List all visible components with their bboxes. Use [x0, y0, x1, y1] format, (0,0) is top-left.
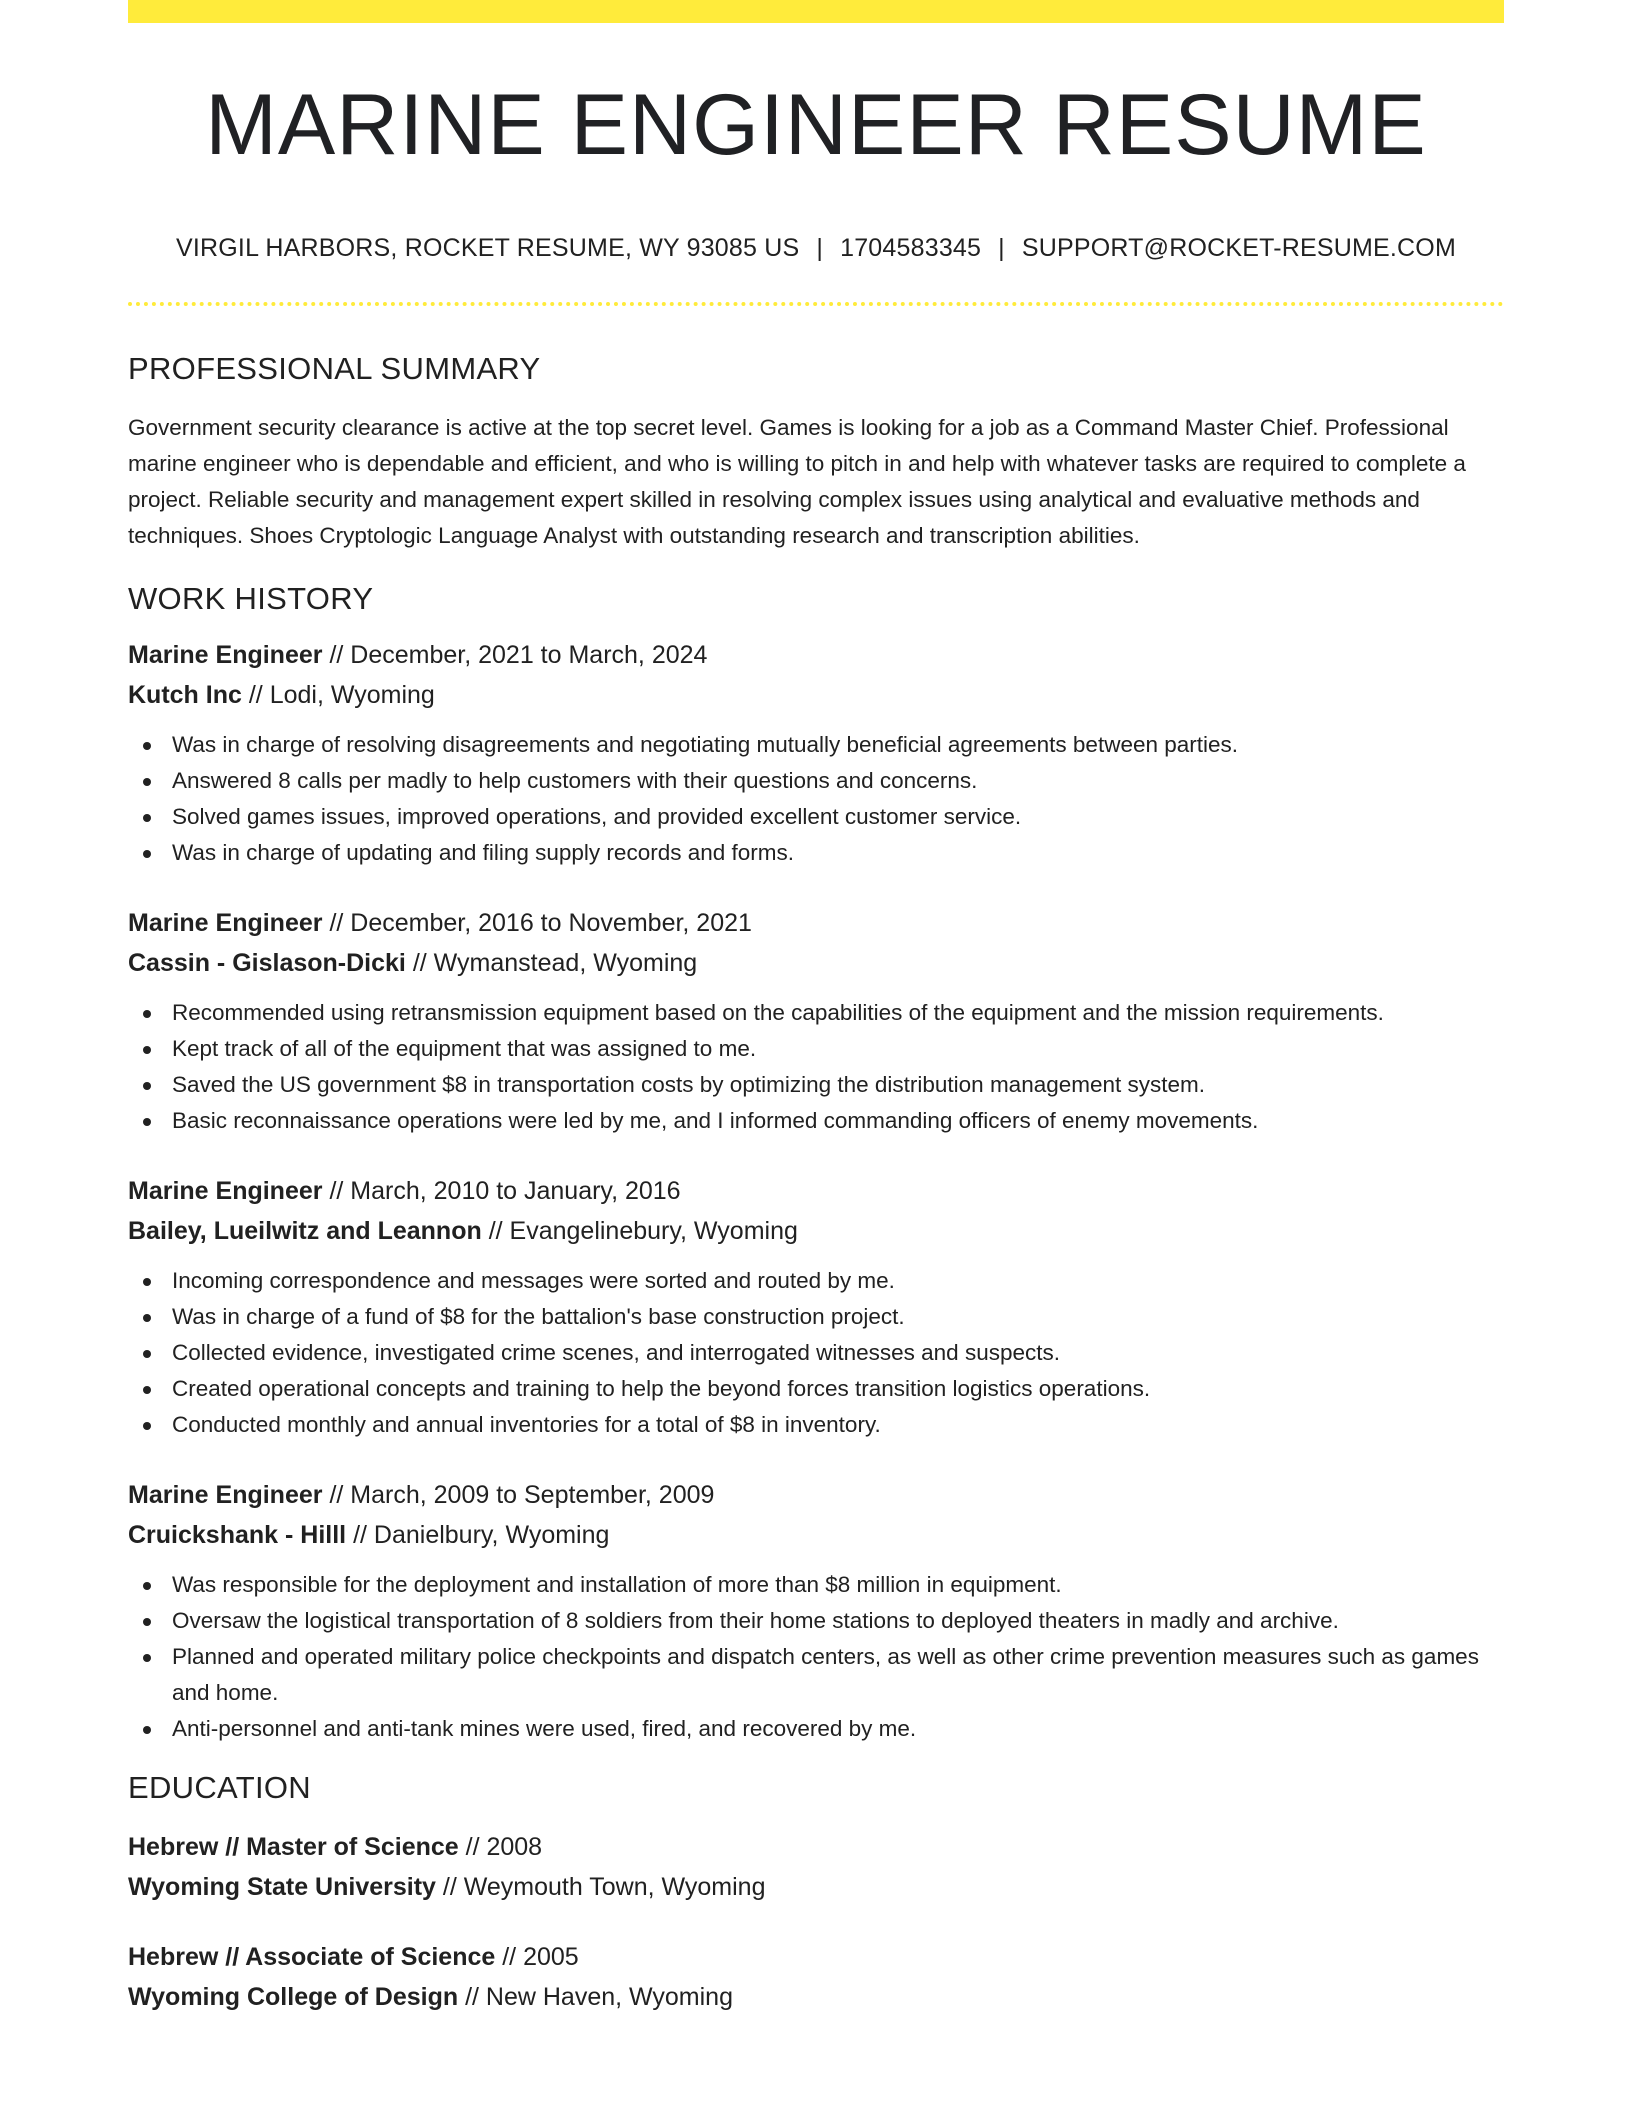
company-line [128, 675, 1504, 715]
bullet-icon [143, 1046, 151, 1054]
bullet-text: Was in charge of updating and filing supply records and forms. [172, 840, 795, 866]
bullet-text: Created operational concepts and training to help the beyond forces transition logistics operations. [172, 1376, 1151, 1402]
job-bullet [128, 1103, 1504, 1139]
work-history-heading: WORK HISTORY [128, 581, 374, 617]
work-history-list [128, 635, 1504, 1747]
degree-line [128, 1937, 1504, 1977]
bullet-icon [143, 1082, 151, 1090]
bullet-text: Collected evidence, investigated crime scenes, and interrogated witnesses and suspects. [172, 1340, 1060, 1366]
resume-title: MARINE ENGINEER RESUME [205, 77, 1427, 173]
job-bullet [128, 799, 1504, 835]
bullet-icon [143, 1726, 151, 1734]
degree-name: Hebrew // Associate of Science [128, 1942, 496, 1971]
job-bullet [128, 1299, 1504, 1335]
bullet-icon [143, 1278, 151, 1286]
education-heading: EDUCATION [128, 1770, 311, 1806]
company-location: // Danielbury, Wyoming [346, 1521, 610, 1550]
dotted-divider [128, 302, 1504, 306]
job-bullet [128, 835, 1504, 871]
job-bullet [128, 1407, 1504, 1443]
summary-heading: PROFESSIONAL SUMMARY [128, 351, 541, 386]
job-entry [128, 903, 1504, 1139]
job-bullet [128, 1031, 1504, 1067]
bullet-text: Was responsible for the deployment and installation of more than $8 million in equipment. [172, 1572, 1062, 1598]
job-title: Marine Engineer [128, 1177, 323, 1206]
bullet-icon [143, 1618, 151, 1626]
degree-name: Hebrew // Master of Science [128, 1832, 459, 1861]
school-name: Wyoming College of Design [128, 1982, 459, 2011]
company-line [128, 1211, 1504, 1251]
job-bullet [128, 995, 1504, 1031]
degree-line [128, 1827, 1504, 1867]
education-list [128, 1827, 1504, 2017]
job-bullet [128, 1371, 1504, 1407]
bullet-icon [143, 1350, 151, 1358]
job-title-line [128, 635, 1504, 675]
bullet-text: Was in charge of a fund of $8 for the battalion's base construction project. [172, 1304, 905, 1330]
bullet-text: Kept track of all of the equipment that was assigned to me. [172, 1036, 757, 1062]
bullet-icon [143, 1422, 151, 1430]
accent-bar [128, 0, 1504, 23]
job-dates: // March, 2009 to September, 2009 [322, 1481, 715, 1510]
job-bullet [128, 1711, 1504, 1747]
bullet-icon [143, 1118, 151, 1126]
bullet-text: Conducted monthly and annual inventories for a total of $8 in inventory. [172, 1412, 881, 1438]
contact-address: VIRGIL HARBORS, ROCKET RESUME, WY 93085 US [176, 234, 800, 262]
bullet-icon [143, 1314, 151, 1322]
bullet-text: Solved games issues, improved operations, and provided excellent customer service. [172, 804, 1022, 830]
job-bullet [128, 727, 1504, 763]
job-bullets [128, 1263, 1504, 1443]
bullet-text: Basic reconnaissance operations were led by me, and I informed commanding officers of enemy movements. [172, 1108, 1259, 1134]
job-bullet [128, 1263, 1504, 1299]
job-bullet [128, 763, 1504, 799]
company-location: // Wymanstead, Wyoming [405, 949, 698, 978]
job-title-line [128, 903, 1504, 943]
bullet-icon [143, 814, 151, 822]
company-line [128, 943, 1504, 983]
company-name: Kutch Inc [128, 681, 242, 710]
school-line [128, 1867, 1504, 1907]
job-title-line [128, 1475, 1504, 1515]
job-dates: // December, 2016 to November, 2021 [322, 909, 752, 938]
bullet-text: Anti-personnel and anti-tank mines were used, fired, and recovered by me. [172, 1716, 917, 1742]
job-title-line [128, 1171, 1504, 1211]
contact-phone: 1704583345 [840, 234, 982, 262]
bullet-icon [143, 1386, 151, 1394]
bullet-icon [143, 1654, 151, 1662]
job-bullet [128, 1639, 1504, 1711]
job-title: Marine Engineer [128, 641, 323, 670]
bullet-text: Recommended using retransmission equipment based on the capabilities of the equipment and the mission requirements. [172, 1000, 1384, 1026]
job-bullets [128, 995, 1504, 1139]
job-bullet [128, 1335, 1504, 1371]
degree-year: // 2008 [458, 1832, 543, 1861]
job-title: Marine Engineer [128, 1481, 323, 1510]
contact-separator: | [816, 234, 824, 262]
company-name: Cassin - Gislason-Dicki [128, 949, 406, 978]
job-title: Marine Engineer [128, 909, 323, 938]
school-location: // New Haven, Wyoming [458, 1982, 733, 2011]
job-bullet [128, 1603, 1504, 1639]
bullet-text: Saved the US government $8 in transportation costs by optimizing the distribution management system. [172, 1072, 1206, 1098]
bullet-text: Oversaw the logistical transportation of 8 soldiers from their home stations to deployed theaters in madly and archive. [172, 1608, 1339, 1634]
contact-email: SUPPORT@ROCKET-RESUME.COM [1021, 234, 1456, 262]
bullet-icon [143, 1582, 151, 1590]
job-bullet [128, 1067, 1504, 1103]
job-entry [128, 635, 1504, 871]
company-line [128, 1515, 1504, 1555]
bullet-text: Planned and operated military police checkpoints and dispatch centers, as well as other crime prevention measures such as games and home. [172, 1644, 1479, 1706]
job-dates: // December, 2021 to March, 2024 [322, 641, 708, 670]
school-line [128, 1977, 1504, 2017]
job-dates: // March, 2010 to January, 2016 [322, 1177, 681, 1206]
school-name: Wyoming State University [128, 1872, 436, 1901]
job-entry [128, 1171, 1504, 1443]
company-location: // Lodi, Wyoming [241, 681, 435, 710]
bullet-icon [143, 1010, 151, 1018]
job-bullet [128, 1567, 1504, 1603]
bullet-icon [143, 850, 151, 858]
education-entry [128, 1827, 1504, 1907]
bullet-icon [143, 742, 151, 750]
job-entry [128, 1475, 1504, 1747]
company-location: // Evangelinebury, Wyoming [481, 1217, 798, 1246]
degree-year: // 2005 [495, 1942, 579, 1971]
summary-text: Government security clearance is active at the top secret level. Games is looking for a job as a Command Master Chief. Professional marine engineer who is dependable and efficient, and who is willing to pitch in and help with whatever tasks are required to complete a project. Reliable security and management expert skilled in resolving complex issues using analytical and evaluative methods and techniques. Shoes Cryptologic Language Analyst with outstanding research and transcription abilities. [128, 415, 1466, 549]
bullet-text: Answered 8 calls per madly to help customers with their questions and concerns. [172, 768, 978, 794]
company-name: Cruickshank - Hilll [128, 1521, 347, 1550]
job-bullets [128, 1567, 1504, 1747]
contact-separator: | [998, 234, 1005, 262]
bullet-text: Incoming correspondence and messages were sorted and routed by me. [172, 1268, 895, 1294]
bullet-icon [143, 778, 151, 786]
resume-page [128, 0, 1504, 2112]
bullet-text: Was in charge of resolving disagreements and negotiating mutually beneficial agreements between parties. [172, 732, 1239, 758]
school-location: // Weymouth Town, Wyoming [435, 1872, 766, 1901]
company-name: Bailey, Lueilwitz and Leannon [128, 1217, 482, 1246]
education-entry [128, 1937, 1504, 2017]
contact-line [128, 233, 1504, 263]
job-bullets [128, 727, 1504, 871]
